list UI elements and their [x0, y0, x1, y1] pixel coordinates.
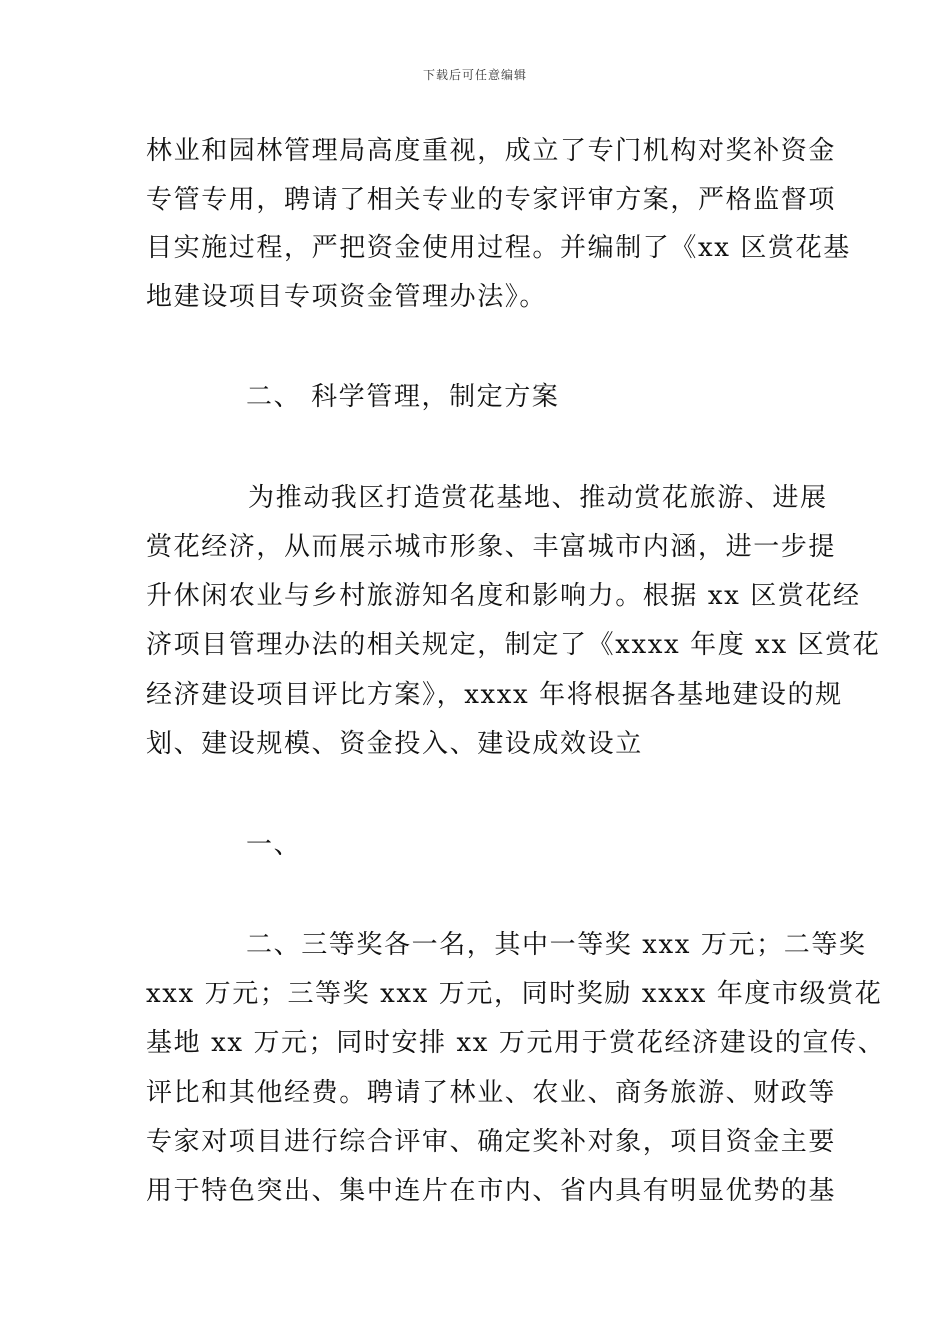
header-note: 下载后可任意编辑 — [422, 68, 527, 82]
paragraph-2-line: 济项目管理办法的相关规定，制定了《xxxx 年度 xx 区赏花 — [146, 630, 881, 660]
paragraph-3-line: 基地 xx 万元；同时安排 xx 万元用于赏花经济建设的宣传、 — [146, 1028, 886, 1058]
paragraph-3-line: 二、三等奖各一名，其中一等奖 xxx 万元；二等奖 — [246, 930, 867, 960]
paragraph-3-line: 评比和其他经费。聘请了林业、农业、商务旅游、财政等 — [146, 1078, 837, 1108]
paragraph-2-line: 升休闲农业与乡村旅游知名度和影响力。根据 xx 区赏花经 — [146, 581, 861, 611]
paragraph-2-line: 为推动我区打造赏花基地、推动赏花旅游、进展 — [248, 483, 828, 513]
paragraph-2-line: 赏花经济，从而展示城市形象、丰富城市内涵，进一步提 — [146, 532, 837, 562]
paragraph-2-line: 经济建设项目评比方案》，xxxx 年将根据各基地建设的规 — [146, 680, 843, 710]
paragraph-1-line: 林业和园林管理局高度重视，成立了专门机构对奖补资金 — [146, 136, 837, 166]
paragraph-3-line: 用于特色突出、集中连片在市内、省内具有明显优势的基 — [146, 1176, 837, 1206]
paragraph-3-line: xxx 万元；三等奖 xxx 万元，同时奖励 xxxx 年度市级赏花 — [146, 979, 883, 1009]
paragraph-1-line: 专管专用，聘请了相关专业的专家评审方案，严格监督项 — [146, 185, 837, 215]
paragraph-1-line: 地建设项目专项资金管理办法》。 — [146, 282, 548, 312]
paragraph-3-line: 专家对项目进行综合评审、确定奖补对象，项目资金主要 — [146, 1127, 837, 1157]
list-marker: 一、 — [246, 830, 302, 860]
section-heading: 二、 科学管理，制定方案 — [246, 382, 560, 412]
paragraph-1-line: 目实施过程，严把资金使用过程。并编制了《xx 区赏花基 — [146, 233, 851, 263]
paragraph-2-line: 划、建设规模、资金投入、建设成效设立 — [146, 729, 643, 759]
